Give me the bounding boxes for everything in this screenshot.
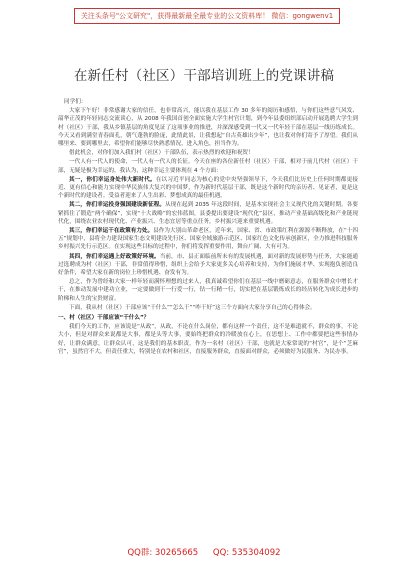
paragraph-lead: 其二，你们幸运投身强国建设新征程。 <box>69 202 166 209</box>
qq-text: QQ: 535304092 <box>212 548 281 558</box>
paragraph-text: 在以习近平同志为核心的党中央坚强领导下，今天我们比历史上任何时期都更接近、更有信心和能力实现中华民族伟大复兴的中国梦，作为新时代基层干部，既是这个新时代的亲历者、见证者，更是这个新时代的建设者。受益者迎来了人生出彩、梦想成真的最佳机遇。 <box>58 176 358 200</box>
paragraph-text: 从现在起到 2035 年这段时间，是基本实现社会主义现代化的关键时期。各要紧抓住了锻造“两个确保”，实现“十大战略”的宏伟蓝图，县委提出要建设“现代化”县区，推动产业基础高级化和产业链现代化，围绕农业农村现代化、产业振兴、生态宜居等重点任务，乡村振兴迎来重要机遇。 <box>58 202 358 225</box>
paragraph-lead: 其一，你们幸运身处伟大新时代。 <box>69 176 156 183</box>
paragraph-text: 当前，市、县正面临前所未有的发展机遇，面对新的发展形势与任务，大家能通过选聘成为村（社区）干部，非常值得珍惜，组织上会给予大家更多关心培养和支持，为你们施展才华、实现抱负创造良好条件，希望大家在新的岗位上珍惜机遇、奋发有为。 <box>58 253 358 277</box>
paragraph <box>58 158 358 174</box>
contact-footer <box>0 546 408 558</box>
paragraph <box>58 323 358 356</box>
paragraph-text: 大家下午好！非常感谢大家的信任，也非常高兴，能以我在基层工作 30 多年的阅历和感悟，与你们这些意气风发、韶华正茂的年轻同志交流谈心，从 2008 年我国首创全面实施大学生村官计划，到今年县委组织部启动开展选聘大学生到村（社区）干部，我从乡镇基层的角度见证了这项事业的推进，并深深感受到一代又一代年轻干部在基层一线历练成长。今天又看到满堂青春面孔，朝气蓬勃的脸庞，此情此景，让我想起“自古英雄出少年”，也让我对你们寄予了厚望。我们从哪里来、要到哪里去，希望你们能够尽快熟悉情况，进入角色，担当作为。 <box>58 108 358 148</box>
paragraph-text: 一代人有一代人的使命，一代人有一代人的长征。今天在座的各位新任村（社区）干部，相对于前几代村（社区）干部，无疑是极为幸运的，我认为，这种幸运主要体现在 4 个方面： <box>58 159 358 174</box>
paragraph-lead: 其四，你们幸运遇上好政策好环境。 <box>69 253 160 260</box>
paragraph <box>58 227 358 252</box>
paragraph-text: 我们今天的工作，应该说是“从政”，从政，不论在什么岗位，都有这样一个责任，这不是难道就不，群众的事，不论大小，但是对群众来说都是大事，都是头等大事，要始终把群众的冷暖放在心上，在思想上、工作中都要把这些事情办好，让群众满意，让群众认可，这是我们的基本职责。作为一名村（社区）干部，也就是大家常说的“村官”，是个“芝麻官”，虽然官不大，但责任重大，特别是在农村和社区，直接服务群众，直接面对群众，必须做好为民服务、为民办事。 <box>58 324 358 355</box>
paragraph-text: 县作为大别山革命老区，近年来，国家、省、市政策红利在源源不断释放，在“十四五”规划中，县将全力建设国家生态文明建设先行区、国家全域旅游示范区、国家红色文化传承创新区，全力推进科技服务乡村振兴先行示范区。在实现这些目标的过程中，你们将发挥重要作用，舞台广阔、大有可为。 <box>58 228 358 251</box>
salutation: 同学们： <box>64 99 87 105</box>
paragraph-list <box>58 107 358 312</box>
paragraph <box>58 278 358 303</box>
paragraph-text: 总之，作为曾经和大家一样年轻而满怀理想的过来人，我真诚希望你们在基层一线中磨砺意志，在服务群众中增长才干，在推动发展中建功立业，一定要做到干一行爱一行，钻一行精一行，切实把在基层锻炼成长的经历转化为成长进步的阶梯和人生的宝贵财富。 <box>58 279 358 302</box>
paragraph-text: 下面，我从村（社区）干部应该“干什么”“怎么干”“咋干好”这三个方面向大家分享自己的心得体会。 <box>69 304 316 311</box>
paragraph-lead: 其三，你们幸运干在政策有力处。 <box>69 228 154 235</box>
paragraph <box>58 107 358 148</box>
paragraph <box>58 201 358 226</box>
paragraph <box>58 176 358 201</box>
promo-banner: 关注头条号"公文研究"，获得最新最全最专业的公文资料库！ 微信：gongwenv1 <box>74 8 340 24</box>
document-body <box>58 98 358 357</box>
document-title: 在新任村（社区）干部培训班上的党课讲稿 <box>73 68 335 84</box>
qq-group-text: QQ群: 30265665 <box>127 548 199 558</box>
section-paragraph-list <box>58 323 358 356</box>
paragraph <box>58 149 358 157</box>
paragraph <box>58 304 358 312</box>
paragraph <box>58 253 358 278</box>
section-heading: 一、村（社区）干部应该“干什么”？ <box>58 315 150 322</box>
paragraph-text: 借此机会，对你们加入我们村（社区）干部队伍，表示热烈的欢迎和祝贺！ <box>69 150 254 157</box>
